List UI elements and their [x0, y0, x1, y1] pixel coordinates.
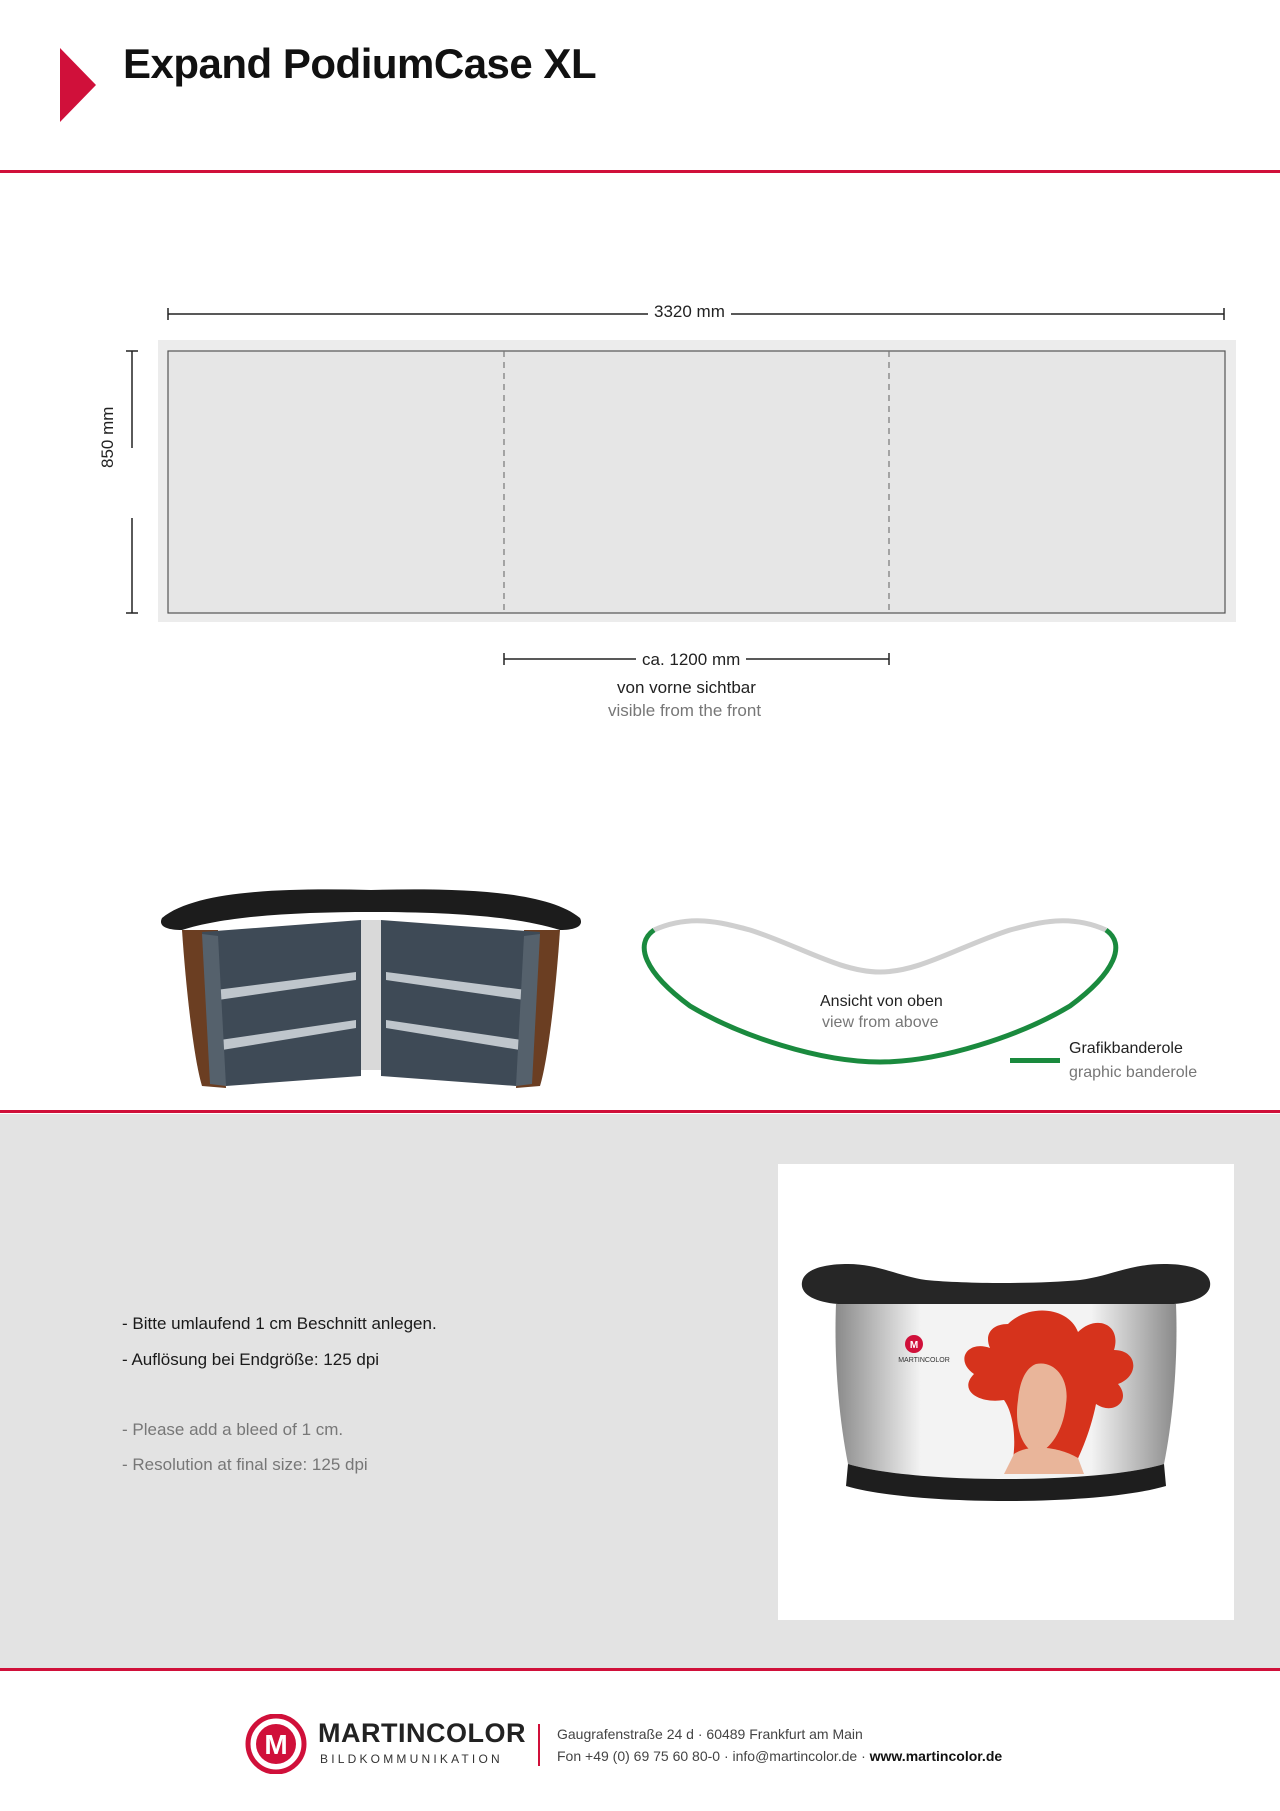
height-dimension: [126, 351, 138, 613]
footer-website-link[interactable]: www.martincolor.de: [869, 1748, 1003, 1764]
legend-label-de: Grafikbanderole: [1069, 1040, 1183, 1057]
svg-text:M: M: [264, 1729, 288, 1760]
section-divider: [0, 1110, 1280, 1113]
footer-separator: [538, 1724, 540, 1766]
note-en-2: - Resolution at final size: 125 dpi: [122, 1455, 368, 1474]
product-photo: [778, 1164, 1234, 1620]
title-arrow-icon: [60, 48, 96, 122]
page-title: Expand PodiumCase XL: [123, 40, 597, 87]
counter-open-illustration: [156, 880, 586, 1100]
counter-with-graphic-illustration: [778, 1164, 1234, 1620]
legend-swatch: [1010, 1058, 1060, 1063]
template-drawing: [0, 290, 1280, 740]
footer-contact-text: Fon +49 (0) 69 75 60 80-0 · info@martincolor.de ·: [557, 1748, 870, 1764]
svg-text:MARTINCOLOR: MARTINCOLOR: [898, 1357, 950, 1364]
brand-subtitle: BILDKOMMUNIKATION: [320, 1752, 503, 1766]
footer-divider: [0, 1668, 1280, 1671]
footer-address: Gaugrafenstraße 24 d · 60489 Frankfurt am Main: [557, 1726, 863, 1742]
visible-caption-en: visible from the front: [608, 701, 762, 720]
top-view-diagram: [630, 910, 1120, 1070]
footer-contact: [557, 1748, 1002, 1764]
visible-caption-de: von vorne sichtbar: [617, 678, 756, 697]
top-view-caption-de: Ansicht von oben: [820, 993, 943, 1010]
note-de-1: - Bitte umlaufend 1 cm Beschnitt anlegen.: [122, 1314, 437, 1333]
note-en-1: - Please add a bleed of 1 cm.: [122, 1420, 344, 1439]
print-area: [168, 351, 1225, 613]
martincolor-logo-icon: [242, 1714, 310, 1774]
header-divider: [0, 170, 1280, 173]
legend-label-en: graphic banderole: [1069, 1064, 1198, 1081]
width-label: 3320 mm: [648, 302, 731, 322]
svg-text:M: M: [909, 1340, 919, 1351]
note-de-2: - Auflösung bei Endgröße: 125 dpi: [122, 1350, 380, 1369]
visible-width-label: ca. 1200 mm: [636, 650, 746, 670]
height-label: 850 mm: [98, 401, 118, 474]
brand-name: MARTINCOLOR: [318, 1718, 526, 1748]
top-view-caption-en: view from above: [822, 1014, 939, 1031]
